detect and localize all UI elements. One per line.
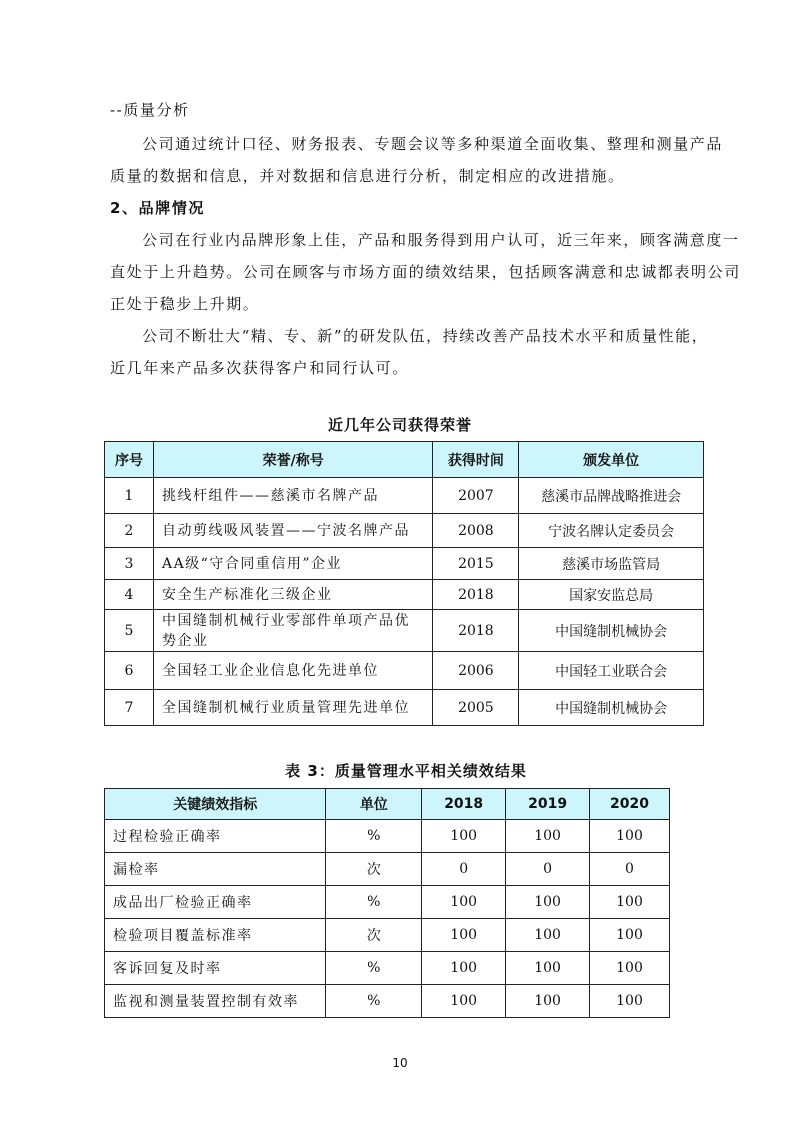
table-row	[105, 985, 670, 1018]
table-row	[105, 919, 670, 952]
table-row	[105, 548, 704, 580]
page-number: 10	[392, 1056, 408, 1070]
issuing-body: 中国缝制机械协会	[519, 610, 704, 652]
honor-title: 自动剪线吸风装置——宁波名牌产品	[153, 514, 432, 548]
kpi-unit: %	[326, 886, 422, 919]
value-2020: 100	[590, 886, 670, 919]
row-number: 4	[105, 580, 154, 610]
table-row	[105, 652, 704, 690]
section-heading: 2、品牌情况	[110, 199, 206, 217]
paragraph-line: 公司不断壮大“精、专、新”的研发队伍，持续改善产品技术水平和质量性能，	[142, 327, 709, 345]
kpi-name: 监视和测量装置控制有效率	[105, 985, 326, 1018]
header-cell: 单位	[326, 789, 422, 820]
honor-title: 全国缝制机械行业质量管理先进单位	[153, 690, 432, 726]
table-row	[105, 514, 704, 548]
kpi-unit: %	[326, 952, 422, 985]
table-row	[105, 886, 670, 919]
award-year: 2008	[433, 514, 519, 548]
value-2020: 100	[590, 820, 670, 853]
value-2018: 100	[422, 985, 506, 1018]
kpi-name: 客诉回复及时率	[105, 952, 326, 985]
award-year: 2018	[433, 580, 519, 610]
kpi-unit: %	[326, 985, 422, 1018]
kpi-unit: 次	[326, 853, 422, 886]
paragraph-line: 质量的数据和信息，并对数据和信息进行分析，制定相应的改进措施。	[110, 167, 625, 185]
value-2020: 100	[590, 985, 670, 1018]
issuing-body: 慈溪市品牌战略推进会	[519, 478, 704, 514]
header-cell: 2019	[506, 789, 590, 820]
value-2019: 0	[506, 853, 590, 886]
value-2018: 100	[422, 952, 506, 985]
table-row	[105, 610, 704, 652]
honor-title: 中国缝制机械行业零部件单项产品优势企业	[153, 610, 432, 652]
kpi-table-caption: 表 3：质量管理水平相关绩效结果	[285, 762, 527, 780]
row-number: 6	[105, 652, 154, 690]
table-header-row	[105, 789, 670, 820]
table-row	[105, 580, 704, 610]
header-cell: 2020	[590, 789, 670, 820]
honor-title: 挑线杆组件——慈溪市名牌产品	[153, 478, 432, 514]
kpi-name: 成品出厂检验正确率	[105, 886, 326, 919]
table-row	[105, 478, 704, 514]
award-year: 2015	[433, 548, 519, 580]
value-2018: 100	[422, 919, 506, 952]
paragraph-line: 正处于稳步上升期。	[110, 295, 260, 313]
value-2019: 100	[506, 952, 590, 985]
table-row	[105, 820, 670, 853]
issuing-body: 慈溪市场监管局	[519, 548, 704, 580]
table-row	[105, 853, 670, 886]
header-cell: 关键绩效指标	[105, 789, 326, 820]
header-cell: 荣誉/称号	[153, 442, 432, 478]
issuing-body: 国家安监总局	[519, 580, 704, 610]
header-cell: 序号	[105, 442, 154, 478]
kpi-unit: %	[326, 820, 422, 853]
kpi-name: 漏检率	[105, 853, 326, 886]
award-year: 2007	[433, 478, 519, 514]
paragraph-line: 直处于上升趋势。公司在顾客与市场方面的绩效结果，包括顾客满意和忠诚都表明公司	[110, 263, 741, 281]
paragraph-line: 近几年来产品多次获得客户和同行认可。	[110, 359, 409, 377]
value-2020: 100	[590, 919, 670, 952]
honor-title: 全国轻工业企业信息化先进单位	[153, 652, 432, 690]
table-row	[105, 690, 704, 726]
row-number: 3	[105, 548, 154, 580]
honors-table	[104, 441, 704, 726]
section-subtitle: --质量分析	[110, 101, 190, 119]
header-cell: 颁发单位	[519, 442, 704, 478]
honors-table-caption: 近几年公司获得荣誉	[327, 416, 472, 434]
value-2018: 0	[422, 853, 506, 886]
value-2019: 100	[506, 985, 590, 1018]
kpi-unit: 次	[326, 919, 422, 952]
issuing-body: 中国轻工业联合会	[519, 652, 704, 690]
kpi-name: 过程检验正确率	[105, 820, 326, 853]
issuing-body: 宁波名牌认定委员会	[519, 514, 704, 548]
table-row	[105, 952, 670, 985]
kpi-name: 检验项目覆盖标准率	[105, 919, 326, 952]
value-2019: 100	[506, 820, 590, 853]
award-year: 2018	[433, 610, 519, 652]
value-2019: 100	[506, 886, 590, 919]
issuing-body: 中国缝制机械协会	[519, 690, 704, 726]
header-cell: 2018	[422, 789, 506, 820]
award-year: 2005	[433, 690, 519, 726]
header-cell: 获得时间	[433, 442, 519, 478]
table-header-row	[105, 442, 704, 478]
kpi-table	[104, 788, 670, 1018]
row-number: 7	[105, 690, 154, 726]
row-number: 2	[105, 514, 154, 548]
paragraph-line: 公司通过统计口径、财务报表、专题会议等多种渠道全面收集、整理和测量产品	[142, 135, 724, 153]
value-2018: 100	[422, 820, 506, 853]
value-2020: 0	[590, 853, 670, 886]
value-2018: 100	[422, 886, 506, 919]
honor-title: AA级“守合同重信用”企业	[153, 548, 432, 580]
paragraph-line: 公司在行业内品牌形象上佳，产品和服务得到用户认可，近三年来，顾客满意度一	[142, 231, 740, 249]
award-year: 2006	[433, 652, 519, 690]
value-2019: 100	[506, 919, 590, 952]
honor-title: 安全生产标准化三级企业	[153, 580, 432, 610]
row-number: 5	[105, 610, 154, 652]
row-number: 1	[105, 478, 154, 514]
value-2020: 100	[590, 952, 670, 985]
